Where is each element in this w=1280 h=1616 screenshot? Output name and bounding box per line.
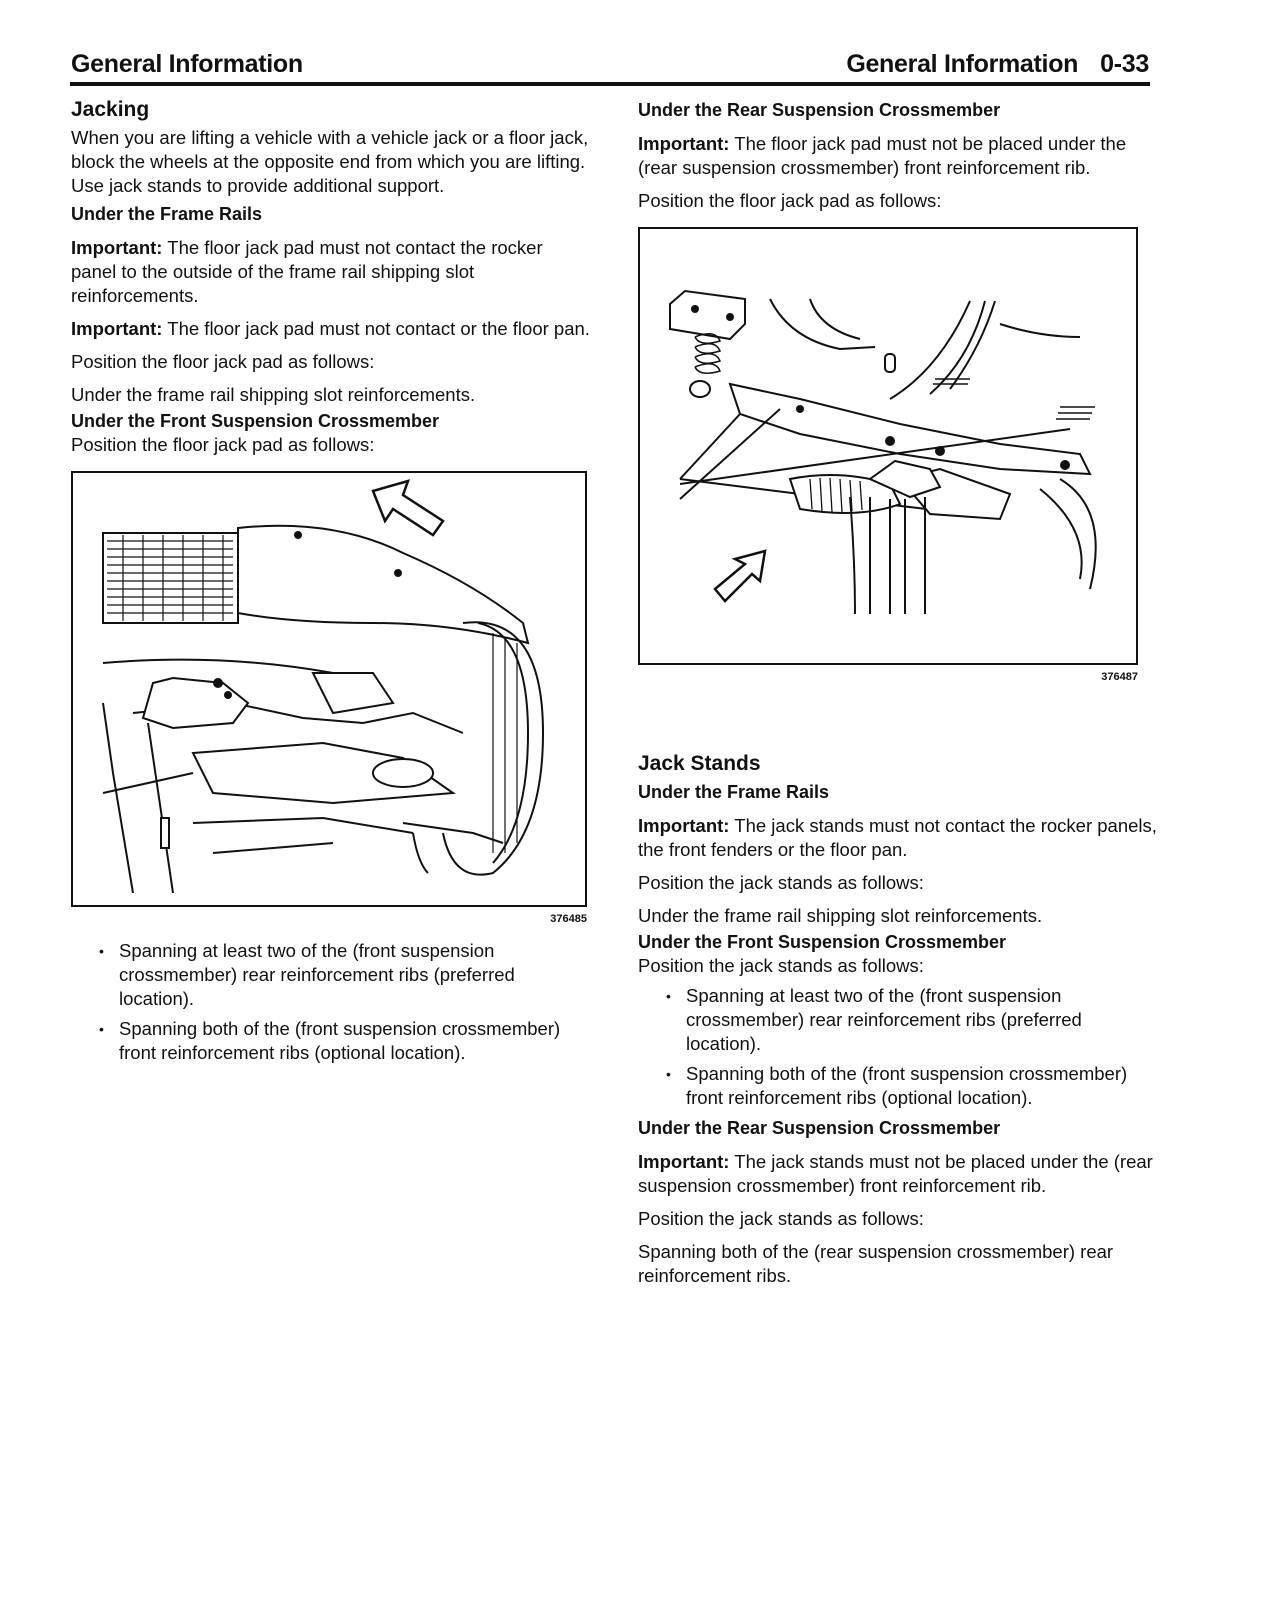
left-column <box>71 98 591 1071</box>
important-rear-note <box>638 132 1158 180</box>
important-note-1 <box>71 236 591 308</box>
rear-crossmember-illustration <box>640 229 1136 663</box>
front-crossmember-illustration <box>73 473 585 905</box>
js-important-note-1 <box>638 814 1158 862</box>
important-rear-text: The floor jack pad must not be placed under the (rear suspension crossmember) front reinforcement rib. <box>638 133 1127 178</box>
js-frame-rails-heading: Under the Frame Rails <box>638 782 830 802</box>
jacking-intro: When you are lifting a vehicle with a vehicle jack or a floor jack, block the wheels at the opposite end from which you are lifting. Use jack stands to provide additional support. <box>71 127 589 196</box>
figure-id-376485: 376485 <box>550 913 587 925</box>
header-right <box>846 50 1149 79</box>
js-front-crossmember-heading: Under the Front Suspension Crossmember <box>638 932 1007 952</box>
important-label: Important: <box>638 815 730 836</box>
js-important-rear-text: The jack stands must not be placed under the (rear suspension crossmember) front reinforcement rib. <box>638 1151 1153 1196</box>
js-important-rear-note <box>638 1150 1158 1198</box>
position-text: Position the floor jack pad as follows: <box>71 351 375 372</box>
header-rule <box>70 82 1150 86</box>
jack-stands-heading: Jack Stands <box>638 752 761 775</box>
important-text-2: The floor jack pad must not contact or the floor pan. <box>167 318 590 339</box>
js-rear-location: Spanning both of the (rear suspension crossmember) rear reinforcement ribs. <box>638 1241 1114 1286</box>
important-label: Important: <box>638 1151 730 1172</box>
rear-crossmember-heading: Under the Rear Suspension Crossmember <box>638 100 1001 120</box>
front-crossmember-figure <box>71 471 587 907</box>
page-number: 0-33 <box>1100 50 1149 78</box>
important-label: Important: <box>638 133 730 154</box>
front-crossmember-heading: Under the Front Suspension Crossmember <box>71 411 440 431</box>
figure-id-376487: 376487 <box>1101 671 1138 683</box>
front-crossmember-bullet-list <box>71 939 591 1065</box>
js-rear-position-text: Position the jack stands as follows: <box>638 1208 924 1229</box>
list-item: • Spanning both of the (front suspension crossmember) front reinforcement ribs (optional location). <box>119 1017 591 1065</box>
frame-rails-location: Under the frame rail shipping slot reinforcements. <box>71 384 476 405</box>
js-position-text: Position the jack stands as follows: <box>638 872 924 893</box>
important-label: Important: <box>71 237 163 258</box>
important-label: Important: <box>71 318 163 339</box>
rear-crossmember-figure <box>638 227 1138 665</box>
header-left-title: General Information <box>71 50 303 78</box>
frame-rails-heading: Under the Frame Rails <box>71 204 263 224</box>
right-column-lower <box>638 752 1158 1297</box>
list-item: • Spanning at least two of the (front suspension crossmember) rear reinforcement ribs (preferred location). <box>686 984 1158 1056</box>
header-right-title: General Information <box>846 50 1079 78</box>
js-front-bullet-list <box>638 984 1158 1110</box>
front-position-text: Position the floor jack pad as follows: <box>71 434 375 455</box>
important-text-1: The floor jack pad must not contact the rocker panel to the outside of the frame rail shipping slot reinforcements. <box>71 237 543 306</box>
right-column-upper <box>638 98 1158 683</box>
js-important-text-1: The jack stands must not contact the rocker panels, the front fenders or the floor pan. <box>638 815 1157 860</box>
jacking-heading: Jacking <box>71 98 150 121</box>
list-item: • Spanning at least two of the (front suspension crossmember) rear reinforcement ribs (preferred location). <box>119 939 591 1011</box>
rear-position-text: Position the floor jack pad as follows: <box>638 190 942 211</box>
js-rear-crossmember-heading: Under the Rear Suspension Crossmember <box>638 1118 1001 1138</box>
list-item: • Spanning both of the (front suspension crossmember) front reinforcement ribs (optional location). <box>686 1062 1158 1110</box>
js-frame-rails-location: Under the frame rail shipping slot reinforcements. <box>638 905 1043 926</box>
important-note-2 <box>71 317 591 341</box>
js-front-position-text: Position the jack stands as follows: <box>638 955 924 976</box>
